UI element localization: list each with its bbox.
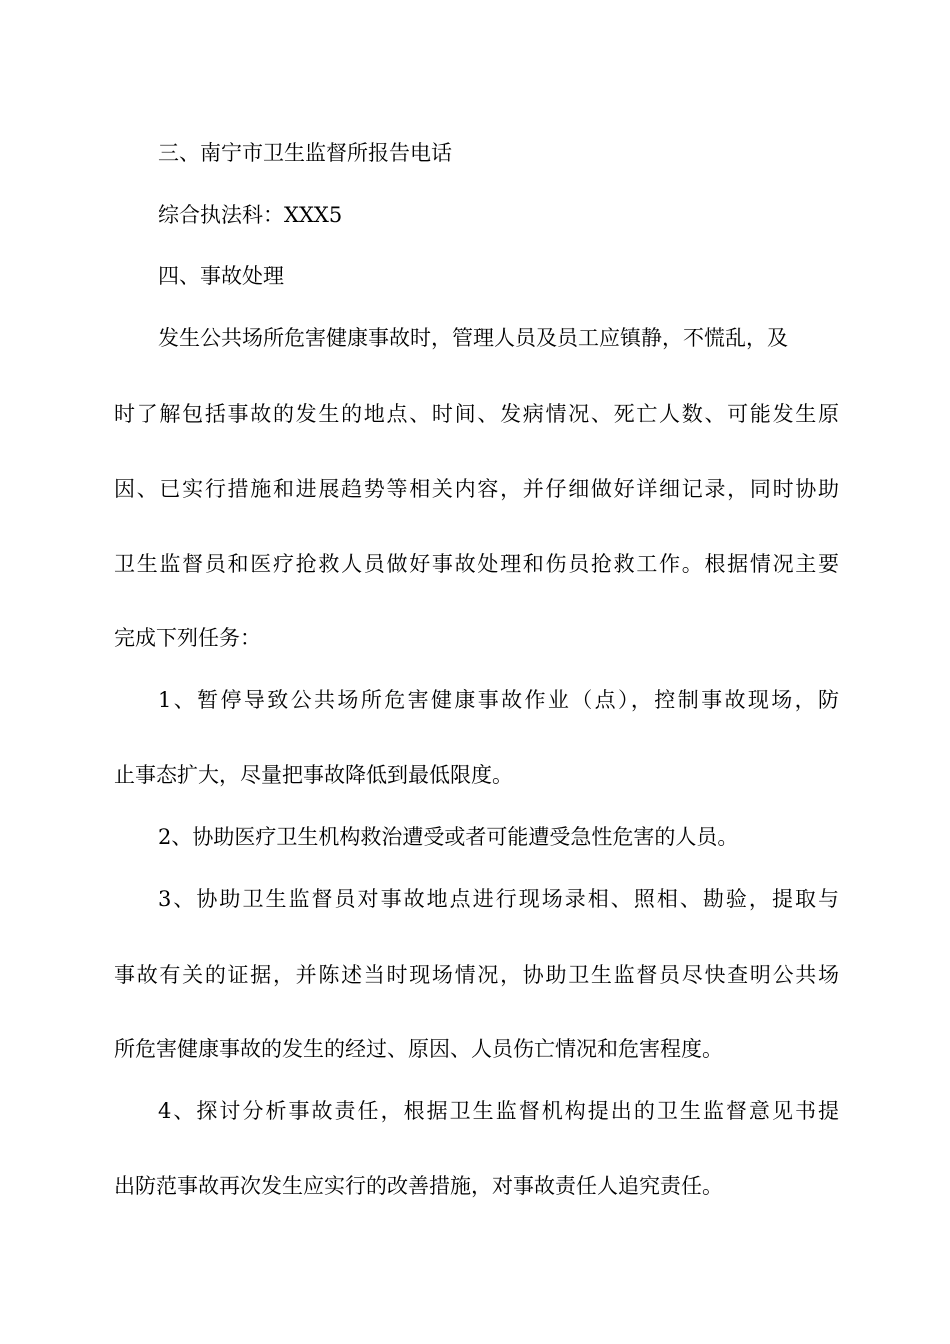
item1-line: 1、暂停导致公共场所危害健康事故作业（点），控制事故现场，防 — [158, 688, 839, 712]
intro-line: 时了解包括事故的发生的地点、时间、发病情况、死亡人数、可能发生原 — [114, 402, 839, 426]
item4-line: 4、探讨分析事故责任，根据卫生监督机构提出的卫生监督意见书提 — [158, 1099, 839, 1123]
item1-line: 止事态扩大，尽量把事故降低到最低限度。 — [114, 763, 513, 787]
intro-line: 发生公共场所危害健康事故时，管理人员及员工应镇静，不慌乱，及 — [158, 326, 788, 350]
intro-line: 卫生监督员和医疗抢救人员做好事故处理和伤员抢救工作。根据情况主要 — [114, 552, 839, 576]
section3-contact: 综合执法科：XXX5 — [158, 203, 343, 227]
item4-line: 出防范事故再次发生应实行的改善措施，对事故责任人追究责任。 — [114, 1174, 723, 1198]
item3-line: 所危害健康事故的发生的经过、原因、人员伤亡情况和危害程度。 — [114, 1037, 723, 1061]
item3-line: 3、协助卫生监督员对事故地点进行现场录相、照相、勘验，提取与 — [158, 887, 839, 911]
section3-heading: 三、南宁市卫生监督所报告电话 — [158, 141, 452, 165]
item2-line: 2、协助医疗卫生机构救治遭受或者可能遭受急性危害的人员。 — [158, 825, 739, 849]
intro-line: 完成下列任务： — [114, 626, 261, 650]
intro-line: 因、已实行措施和进展趋势等相关内容，并仔细做好详细记录，同时协助 — [114, 477, 839, 501]
item3-line: 事故有关的证据，并陈述当时现场情况，协助卫生监督员尽快查明公共场 — [114, 963, 839, 987]
section4-heading: 四、事故处理 — [158, 264, 284, 288]
